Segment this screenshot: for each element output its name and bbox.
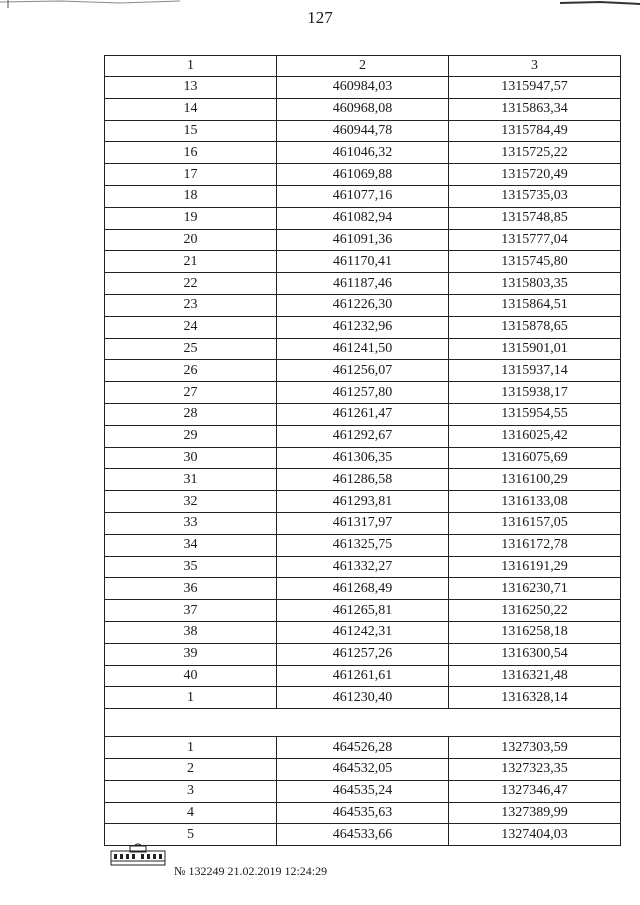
x-coordinate-cell: 464532,05 [277, 758, 449, 780]
x-coordinate-cell: 461232,96 [277, 316, 449, 338]
x-coordinate-cell: 461268,49 [277, 578, 449, 600]
table-row [105, 164, 621, 186]
scan-edge-artifact [0, 0, 640, 8]
y-coordinate-cell: 1316191,29 [449, 556, 621, 578]
x-coordinate-cell: 461082,94 [277, 207, 449, 229]
table-row [105, 737, 621, 759]
x-coordinate-cell: 464526,28 [277, 737, 449, 759]
y-coordinate-cell: 1316250,22 [449, 600, 621, 622]
table-row [105, 512, 621, 534]
point-number-cell: 38 [105, 621, 277, 643]
x-coordinate-cell: 461293,81 [277, 491, 449, 513]
y-coordinate-cell: 1316258,18 [449, 621, 621, 643]
point-number-cell: 39 [105, 643, 277, 665]
point-number-cell: 24 [105, 316, 277, 338]
point-number-cell: 17 [105, 164, 277, 186]
column-header-3: 3 [449, 56, 621, 77]
y-coordinate-cell: 1327323,35 [449, 758, 621, 780]
y-coordinate-cell: 1315748,85 [449, 207, 621, 229]
page-number: 127 [307, 8, 333, 27]
point-number-cell: 3 [105, 780, 277, 802]
x-coordinate-cell: 461292,67 [277, 425, 449, 447]
table-row [105, 578, 621, 600]
table-row [105, 185, 621, 207]
x-coordinate-cell: 461286,58 [277, 469, 449, 491]
column-header-1: 1 [105, 56, 277, 77]
x-coordinate-cell: 460968,08 [277, 98, 449, 120]
point-number-cell: 23 [105, 294, 277, 316]
point-number-cell: 33 [105, 512, 277, 534]
x-coordinate-cell: 461317,97 [277, 512, 449, 534]
x-coordinate-cell: 461306,35 [277, 447, 449, 469]
point-number-cell: 22 [105, 273, 277, 295]
table-row [105, 382, 621, 404]
y-coordinate-cell: 1315878,65 [449, 316, 621, 338]
x-coordinate-cell: 464533,66 [277, 824, 449, 846]
y-coordinate-cell: 1315777,04 [449, 229, 621, 251]
y-coordinate-cell: 1315725,22 [449, 142, 621, 164]
x-coordinate-cell: 461091,36 [277, 229, 449, 251]
table-row [105, 802, 621, 824]
column-header-2: 2 [277, 56, 449, 77]
table-row [105, 316, 621, 338]
table-row [105, 360, 621, 382]
y-coordinate-cell: 1327404,03 [449, 824, 621, 846]
table-row [105, 491, 621, 513]
point-number-cell: 18 [105, 185, 277, 207]
y-coordinate-cell: 1316230,71 [449, 578, 621, 600]
y-coordinate-cell: 1327389,99 [449, 802, 621, 824]
y-coordinate-cell: 1315947,57 [449, 77, 621, 99]
point-number-cell: 16 [105, 142, 277, 164]
x-coordinate-cell: 460944,78 [277, 120, 449, 142]
point-number-cell: 34 [105, 534, 277, 556]
point-number-cell: 28 [105, 403, 277, 425]
point-number-cell: 36 [105, 578, 277, 600]
x-coordinate-cell: 461242,31 [277, 621, 449, 643]
point-number-cell: 13 [105, 77, 277, 99]
table-row [105, 98, 621, 120]
table-row [105, 338, 621, 360]
x-coordinate-cell: 461325,75 [277, 534, 449, 556]
table-header-row [105, 56, 621, 77]
y-coordinate-cell: 1315784,49 [449, 120, 621, 142]
point-number-cell: 26 [105, 360, 277, 382]
y-coordinate-cell: 1316100,29 [449, 469, 621, 491]
table-row [105, 556, 621, 578]
x-coordinate-cell: 461226,30 [277, 294, 449, 316]
x-coordinate-cell: 461257,26 [277, 643, 449, 665]
table-row [105, 534, 621, 556]
separator-cell [105, 709, 621, 737]
x-coordinate-cell: 461257,80 [277, 382, 449, 404]
point-number-cell: 21 [105, 251, 277, 273]
x-coordinate-cell: 461077,16 [277, 185, 449, 207]
point-number-cell: 14 [105, 98, 277, 120]
y-coordinate-cell: 1327346,47 [449, 780, 621, 802]
table-row [105, 425, 621, 447]
y-coordinate-cell: 1316328,14 [449, 687, 621, 709]
y-coordinate-cell: 1316300,54 [449, 643, 621, 665]
y-coordinate-cell: 1316133,08 [449, 491, 621, 513]
point-number-cell: 37 [105, 600, 277, 622]
table-row [105, 142, 621, 164]
footer [110, 842, 530, 882]
y-coordinate-cell: 1327303,59 [449, 737, 621, 759]
point-number-cell: 20 [105, 229, 277, 251]
table-row [105, 294, 621, 316]
point-number-cell: 2 [105, 758, 277, 780]
point-number-cell: 15 [105, 120, 277, 142]
table-row [105, 643, 621, 665]
y-coordinate-cell: 1315863,34 [449, 98, 621, 120]
table-row [105, 273, 621, 295]
x-coordinate-cell: 461261,47 [277, 403, 449, 425]
y-coordinate-cell: 1315937,14 [449, 360, 621, 382]
x-coordinate-cell: 461256,07 [277, 360, 449, 382]
y-coordinate-cell: 1316172,78 [449, 534, 621, 556]
y-coordinate-cell: 1316075,69 [449, 447, 621, 469]
x-coordinate-cell: 461261,61 [277, 665, 449, 687]
point-number-cell: 30 [105, 447, 277, 469]
point-number-cell: 1 [105, 737, 277, 759]
point-number-cell: 40 [105, 665, 277, 687]
x-coordinate-cell: 464535,63 [277, 802, 449, 824]
y-coordinate-cell: 1315803,35 [449, 273, 621, 295]
y-coordinate-cell: 1315938,17 [449, 382, 621, 404]
x-coordinate-cell: 460984,03 [277, 77, 449, 99]
group-separator-row [105, 709, 621, 737]
table-row [105, 621, 621, 643]
table-row [105, 469, 621, 491]
x-coordinate-cell: 461170,41 [277, 251, 449, 273]
building-stamp-icon [110, 842, 166, 868]
point-number-cell: 35 [105, 556, 277, 578]
table-row [105, 120, 621, 142]
x-coordinate-cell: 461046,32 [277, 142, 449, 164]
y-coordinate-cell: 1315735,03 [449, 185, 621, 207]
y-coordinate-cell: 1315864,51 [449, 294, 621, 316]
point-number-cell: 4 [105, 802, 277, 824]
table-row [105, 77, 621, 99]
table-row [105, 780, 621, 802]
table-row [105, 229, 621, 251]
point-number-cell: 32 [105, 491, 277, 513]
y-coordinate-cell: 1315954,55 [449, 403, 621, 425]
y-coordinate-cell: 1316321,48 [449, 665, 621, 687]
point-number-cell: 25 [105, 338, 277, 360]
table-row [105, 403, 621, 425]
y-coordinate-cell: 1315745,80 [449, 251, 621, 273]
x-coordinate-cell: 461069,88 [277, 164, 449, 186]
x-coordinate-cell: 461230,40 [277, 687, 449, 709]
coordinates-table [104, 55, 621, 846]
point-number-cell: 19 [105, 207, 277, 229]
document-reference: № 132249 21.02.2019 12:24:29 [174, 864, 328, 878]
x-coordinate-cell: 461187,46 [277, 273, 449, 295]
point-number-cell: 5 [105, 824, 277, 846]
y-coordinate-cell: 1316157,05 [449, 512, 621, 534]
table-row [105, 665, 621, 687]
table-row [105, 207, 621, 229]
point-number-cell: 1 [105, 687, 277, 709]
x-coordinate-cell: 461265,81 [277, 600, 449, 622]
point-number-cell: 31 [105, 469, 277, 491]
table-row [105, 687, 621, 709]
point-number-cell: 29 [105, 425, 277, 447]
x-coordinate-cell: 461332,27 [277, 556, 449, 578]
table-row [105, 600, 621, 622]
y-coordinate-cell: 1315720,49 [449, 164, 621, 186]
table-row [105, 251, 621, 273]
y-coordinate-cell: 1316025,42 [449, 425, 621, 447]
table-row [105, 447, 621, 469]
y-coordinate-cell: 1315901,01 [449, 338, 621, 360]
x-coordinate-cell: 461241,50 [277, 338, 449, 360]
x-coordinate-cell: 464535,24 [277, 780, 449, 802]
table-row [105, 758, 621, 780]
point-number-cell: 27 [105, 382, 277, 404]
